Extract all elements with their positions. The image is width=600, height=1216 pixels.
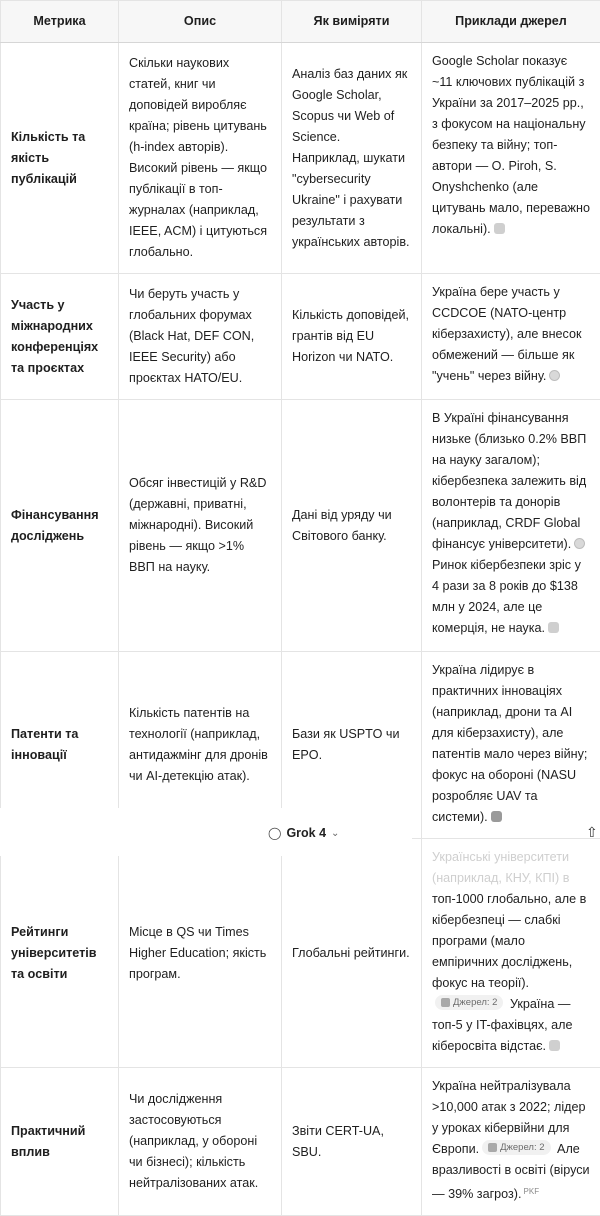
description-cell: Чи дослідження застосовуються (наприклад, у обороні чи бізнесі); кількість нейтралізованих атак. — [119, 1068, 282, 1216]
metric-cell: Практичний вплив — [1, 1068, 119, 1216]
sources-text: В Україні фінансування низьке (близько 0.2% ВВП на науку загалом); кібербезпека залежить від волонтерів та донорів (наприклад, CRDF Global фінансує університети). — [432, 411, 586, 551]
source-favicon-icon[interactable] — [574, 538, 585, 549]
description-cell: Кількість патентів на технології (наприклад, антидажмінг для дронів чи AI-детекцію атак). — [119, 652, 282, 839]
sources-text: Україна нейтралізувала >10,000 атак з 2022; лідер у уроках кібервійни для Європи. — [432, 1079, 586, 1156]
sources-text: Українські університети (наприклад, КНУ, КПІ) в — [432, 850, 569, 885]
source-favicon-icon[interactable] — [494, 223, 505, 234]
model-label: Grok 4 — [286, 826, 326, 840]
sources-text: топ-1000 глобально, але в кібербезпеці — слабкі програми (мало емпіричних досліджень, фокус на теорії). — [432, 892, 586, 990]
sources-cell — [422, 274, 600, 400]
measure-cell: Дані від уряду чи Світового банку. — [282, 400, 422, 652]
metric-cell: Рейтинги університетів та освіти — [1, 839, 119, 1068]
sources-cell — [422, 43, 600, 274]
source-favicon-icon[interactable] — [491, 811, 502, 822]
share-icon[interactable]: ⇧ — [586, 824, 598, 841]
sources-chip-label: Джерел: 2 — [453, 995, 497, 1010]
sources-cell — [422, 839, 600, 1068]
metric-cell: Участь у міжнародних конференціях та проєктах — [1, 274, 119, 400]
source-favicon-icon[interactable] — [548, 622, 559, 633]
source-favicon-icon[interactable] — [549, 370, 560, 381]
table-header-row — [1, 1, 600, 43]
lightbulb-icon: ◯ — [268, 826, 281, 840]
sources-cell — [422, 400, 600, 652]
metric-cell: Фінансування досліджень — [1, 400, 119, 652]
header-metric: Метрика — [1, 1, 119, 43]
measure-cell: Бази як USPTO чи EPO. — [282, 652, 422, 839]
source-favicon-icon — [441, 998, 450, 1007]
header-measure: Як виміряти — [282, 1, 422, 43]
measure-cell: Звіти CERT-UA, SBU. — [282, 1068, 422, 1216]
source-favicon-icon — [488, 1143, 497, 1152]
header-sources: Приклади джерел — [422, 1, 600, 43]
measure-cell: Кількість доповідей, грантів від EU Horizon чи NATO. — [282, 274, 422, 400]
sources-chip-label: Джерел: 2 — [500, 1140, 544, 1155]
sources-chip[interactable] — [482, 1140, 550, 1155]
table-row — [1, 274, 600, 400]
measure-cell: Аналіз баз даних як Google Scholar, Scopus чи Web of Science. Наприклад, шукати "cybersecurity Ukraine" і рахувати результати з українських авторів. — [282, 43, 422, 274]
header-description: Опис — [119, 1, 282, 43]
sources-text: Україна бере участь у CCDCOE (NATO-центр кіберзахисту), але внесок обмежений — більше як "учень" через війну. — [432, 285, 582, 383]
description-cell: Місце в QS чи Times Higher Education; якість програм. — [119, 839, 282, 1068]
metric-cell: Кількість та якість публікацій — [1, 43, 119, 274]
description-cell: Скільки наукових статей, книг чи доповідей виробляє країна; рівень цитувань (h-index авторів). Високий рівень — якщо публікації в топ-журналах (наприклад, IEEE, ACM) і цитуються глобально. — [119, 43, 282, 274]
source-superscript[interactable]: PKF — [524, 1187, 540, 1196]
table-row — [1, 1068, 600, 1216]
measure-cell: Глобальні рейтинги. — [282, 839, 422, 1068]
model-selector[interactable] — [268, 824, 339, 842]
metric-cell: Патенти та інновації — [1, 652, 119, 839]
chevron-down-icon: ⌄ — [331, 828, 339, 839]
sources-text: Україна — топ-5 у IT-фахівцях, але кіберосвіта відстає. — [432, 997, 572, 1053]
sources-text: Але вразливості в освіті (віруси — 39% загроз). — [432, 1142, 590, 1201]
source-favicon-icon[interactable] — [549, 1040, 560, 1051]
model-bar-overlay — [0, 808, 412, 856]
table-row — [1, 43, 600, 274]
description-cell: Обсяг інвестицій у R&D (державні, приватні, міжнародні). Високий рівень — якщо >1% ВВП на науку. — [119, 400, 282, 652]
sources-cell — [422, 1068, 600, 1216]
description-cell: Чи беруть участь у глобальних форумах (Black Hat, DEF CON, IEEE Security) або проєктах НАТО/EU. — [119, 274, 282, 400]
sources-text: Google Scholar показує ~11 ключових публікацій з України за 2017–2025 рр., з фокусом на національну безпеку та війну; топ-автори — O. Piroh, S. Onyshchenko (але цитувань мало, переважно локальні). — [432, 54, 590, 236]
table-row — [1, 400, 600, 652]
table-row — [1, 839, 600, 1068]
sources-cell — [422, 652, 600, 839]
sources-chip[interactable] — [435, 995, 503, 1010]
sources-text: Ринок кібербезпеки зріс у 4 рази за 8 років до $138 млн у 2024, але це комерція, не наука. — [432, 558, 581, 635]
sources-text: Україна лідирує в практичних інноваціях (наприклад, дрони та AI для кіберзахисту), але патентів мало через війну; фокус на обороні (NASU розробляє UAV та системи). — [432, 663, 587, 824]
